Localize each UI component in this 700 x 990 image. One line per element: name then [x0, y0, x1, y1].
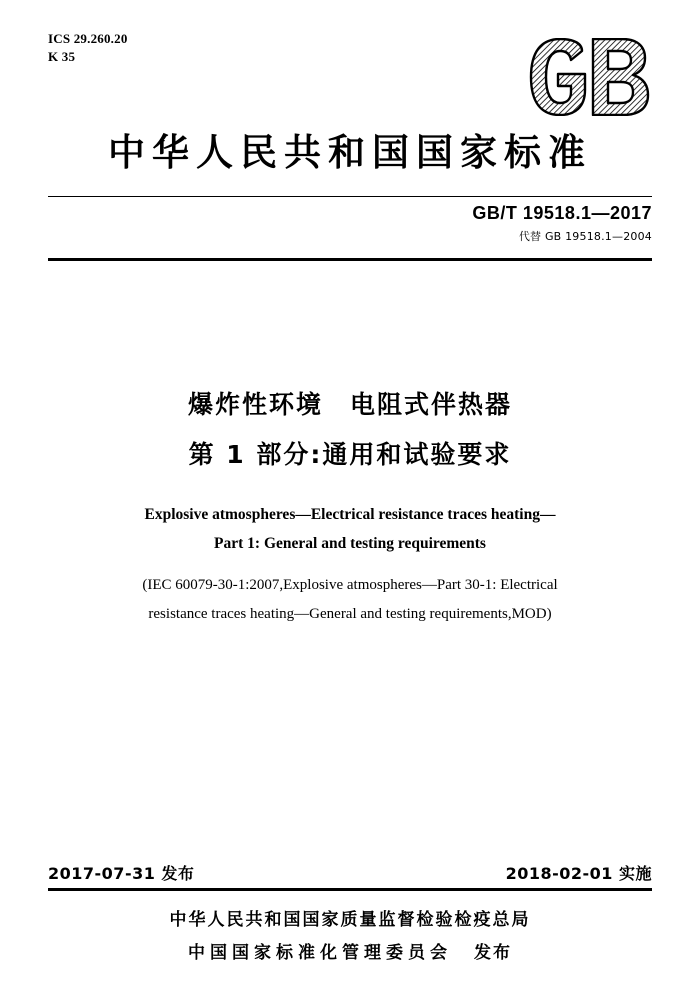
issuer-line2: 中国国家标准化管理委员会	[188, 943, 452, 963]
national-standard-banner: 中华人民共和国国家标准	[108, 131, 592, 174]
equivalence-line1: (IEC 60079-30-1:2007,Explosive atmospheres—Part 30-1: Electrical	[142, 577, 558, 593]
document-title-cn	[48, 385, 652, 471]
classification-code: K 35	[48, 48, 76, 64]
publish-label: 发布	[474, 943, 512, 963]
ics-code: ICS 29.260.20	[48, 31, 128, 46]
standard-number: GB/T 19518.1—2017	[472, 203, 652, 223]
standard-number-block	[472, 203, 652, 244]
equivalence-note	[78, 571, 622, 630]
standard-replaces: 代替 GB 19518.1—2004	[518, 230, 652, 243]
date-row	[48, 861, 652, 884]
issuer-block	[48, 905, 652, 963]
document-title-en	[70, 500, 630, 559]
gb-logo	[527, 38, 652, 116]
title-en-line1: Explosive atmospheres—Electrical resistance traces heating—	[144, 506, 556, 523]
divider-second	[48, 258, 652, 261]
title-cn-line1: 爆炸性环境 电阻式伴热器	[187, 390, 512, 419]
divider-top	[48, 196, 652, 197]
issuer-line1: 中华人民共和国国家质量监督检验检疫总局	[169, 910, 531, 930]
effective-date: 2018-02-01 实施	[505, 864, 652, 883]
issue-date: 2017-07-31 发布	[48, 864, 195, 883]
title-cn-line2: 第 1 部分:通用和试验要求	[188, 440, 512, 469]
divider-bottom	[48, 888, 652, 891]
title-en-line2: Part 1: General and testing requirements	[214, 535, 486, 553]
equivalence-line2: resistance traces heating—General and testing requirements,MOD)	[148, 606, 552, 623]
ics-block	[48, 30, 128, 65]
